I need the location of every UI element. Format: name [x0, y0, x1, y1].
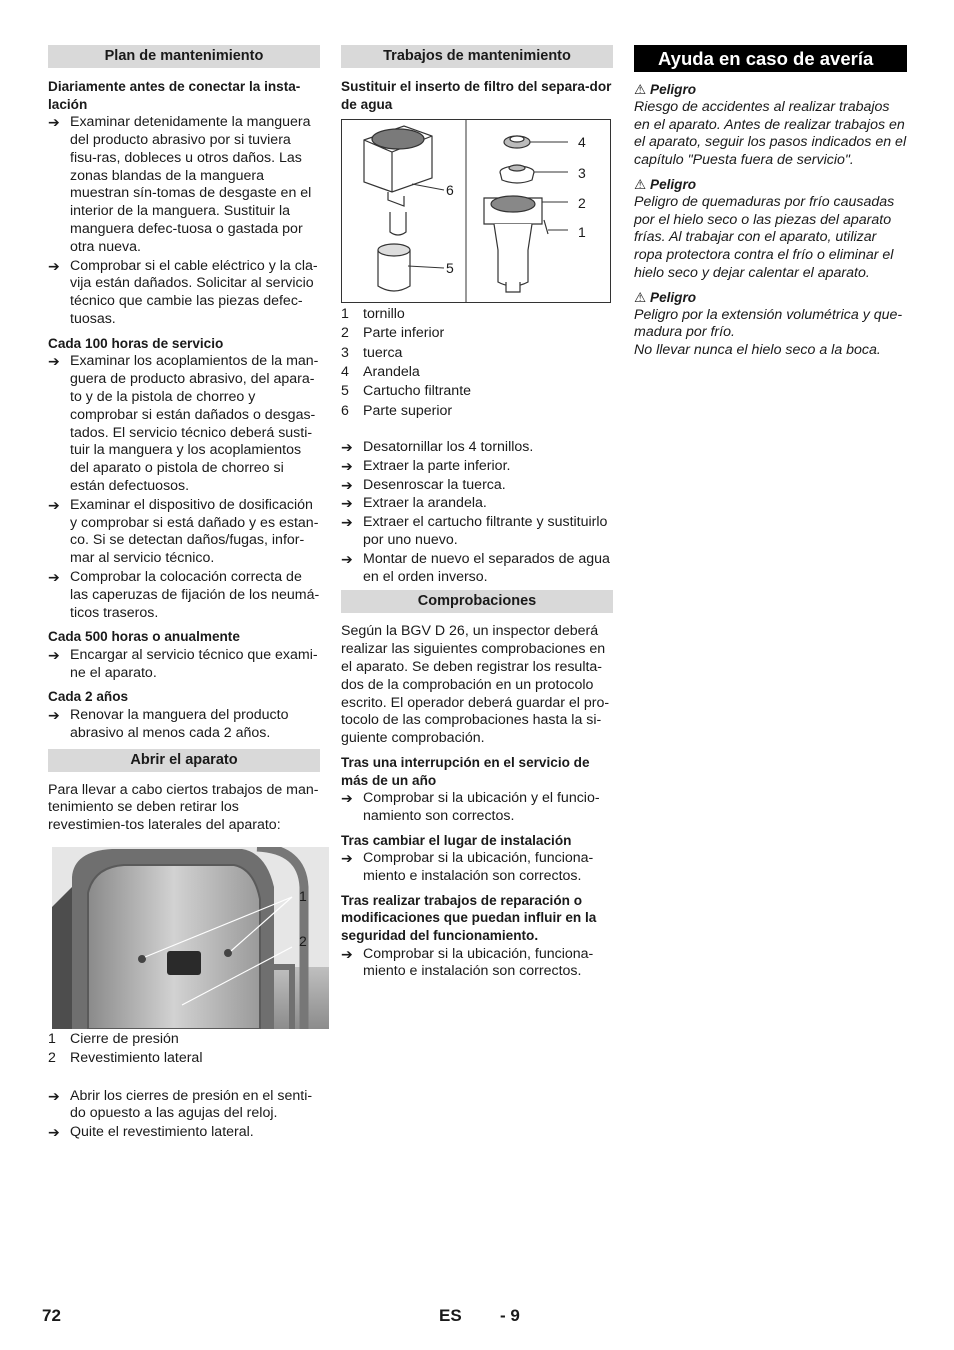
- arrow-right-icon: ➔: [341, 850, 353, 867]
- arrow-right-icon: ➔: [48, 114, 60, 131]
- list-item: ➔ Encargar al servicio técnico que exami-ne el aparato.: [48, 646, 318, 681]
- list-item: ➔ Comprobar si la ubicación y el funcio-namiento son correctos.: [341, 790, 600, 824]
- warning-triangle-icon: ⚠: [634, 176, 647, 192]
- list-item: ➔ Renovar la manguera del producto abrasivo al menos cada 2 años.: [48, 707, 289, 741]
- arrow-right-icon: ➔: [48, 257, 60, 274]
- section-title-plan: Plan de mantenimiento: [48, 45, 320, 68]
- callout-1: 1: [578, 224, 586, 241]
- warning-block: [634, 81, 907, 170]
- legend-item: 2 Parte inferior: [341, 325, 445, 342]
- list-item: ➔ Comprobar si la ubicación, funciona-miento e instalación son correctos.: [341, 850, 594, 885]
- callout-2: 2: [299, 933, 307, 950]
- section-title-troubleshooting: Ayuda en caso de avería: [634, 45, 907, 72]
- callout-5: 5: [446, 260, 454, 277]
- legend-item: 6 Parte superior: [341, 402, 453, 419]
- filter-diagram: [341, 119, 611, 303]
- warning-title: ⚠ Peligro: [634, 82, 697, 97]
- list-item: ➔ Examinar detenidamente la manguera del producto abrasivo por si tuviera fisu-ras, dobleces u otros daños. Las zonas blandas de la manguera muestran sín-tomas de desgaste en el interior de la manguera. Sustituir la manguera defec-tuosa o gastada por otra nueva.: [48, 114, 312, 255]
- checks-intro: Según la BGV D 26, un inspector deberá realizar las siguientes comprobaciones en el aparato. Se deben registrar los resulta-dos de la comprobación en un protocolo escrito. El operador deberá guardar el pro-tocolo de las comprobaciones hasta la si-guiente comprobación.: [341, 623, 610, 747]
- list-item: ➔ Quite el revestimiento lateral.: [48, 1124, 254, 1141]
- list-item: ➔ Examinar el dispositivo de dosificación y comprobar si está dañado y es estan-co. Si se detectan daños/fugas, infor-mar al servicio técnico.: [48, 496, 319, 567]
- callout-3: 3: [578, 165, 586, 182]
- list-item: ➔ Extraer el cartucho filtrante y sustituirlo por uno nuevo.: [341, 514, 608, 548]
- device-side-photo: [52, 847, 329, 1029]
- relocate-list: [341, 850, 613, 886]
- open-steps-list: [48, 1088, 320, 1142]
- section-page-number: - 9: [500, 1306, 520, 1325]
- subheading-2y: Cada 2 años: [48, 689, 129, 705]
- callout-6: 6: [446, 182, 454, 199]
- filter-exploded-drawing: [342, 120, 610, 302]
- warning-block: [634, 289, 907, 360]
- legend-item: 1 Cierre de presión: [48, 1031, 179, 1048]
- subheading-repair: Tras realizar trabajos de reparación o modificaciones que puedan influir en la seguridad del funcionamiento.: [341, 892, 597, 944]
- legend-item: 5 Cartucho filtrante: [341, 383, 472, 400]
- legend-item: 2 Revestimiento lateral: [48, 1050, 203, 1067]
- column-middle: [341, 45, 613, 983]
- list-item: ➔ Comprobar la colocación correcta de las caperuzas de fijación de los neumá-ticos traseros.: [48, 568, 320, 621]
- arrow-right-icon: ➔: [341, 495, 353, 512]
- list-item: ➔ Comprobar si la ubicación, funciona-miento e instalación son correctos.: [341, 945, 594, 980]
- arrow-right-icon: ➔: [48, 568, 60, 585]
- language-code: ES: [439, 1306, 462, 1325]
- list-item: ➔ Examinar los acoplamientos de la man-guera de producto abrasivo, del apara-to y de la pistola de chorreo y comprobar si están dañados o desgas-tados. El servicio técnico deberá susti-tuir la manguera y los acoplamientos del aparato o pistola de chorreo si están defectuosos.: [48, 353, 319, 494]
- warning-text: Riesgo de accidentes al realizar trabajos en el aparato. Antes de realizar trabajos en el aparato, seguir los pasos indicados en el capítulo "Puesta fuera de servicio".: [634, 98, 907, 169]
- section-title-open: Abrir el aparato: [48, 749, 320, 772]
- interrupt-list: [341, 790, 613, 826]
- column-right: [634, 45, 907, 360]
- arrow-right-icon: ➔: [48, 646, 60, 663]
- list-item: ➔ Abrir los cierres de presión en el senti-do opuesto a las agujas del reloj.: [48, 1087, 313, 1122]
- warning-text: Peligro de quemaduras por frío causadas por el hielo seco o las piezas del aparato frías. Al trabajar con el aparato, utilizar ropa protectora contra el frío o eliminar el hielo seco y dejar calentar el aparato.: [634, 193, 895, 281]
- arrow-right-icon: ➔: [341, 476, 353, 493]
- y2-list: [48, 707, 320, 743]
- filter-steps-list: [341, 439, 613, 586]
- page-number: 72: [42, 1306, 61, 1325]
- filter-legend: [341, 306, 613, 422]
- arrow-right-icon: ➔: [341, 438, 353, 455]
- warning-block: [634, 176, 907, 283]
- list-item: ➔ Desatornillar los 4 tornillos.: [341, 438, 534, 455]
- arrow-right-icon: ➔: [48, 496, 60, 513]
- section-title-work: Trabajos de mantenimiento: [341, 45, 613, 68]
- subheading-500h: Cada 500 horas o anualmente: [48, 629, 240, 645]
- arrow-right-icon: ➔: [341, 790, 353, 807]
- arrow-right-icon: ➔: [48, 353, 60, 370]
- legend-item: 4 Arandela: [341, 364, 420, 381]
- list-item: ➔ Comprobar si el cable eléctrico y la cla-vija están dañados. Solicitar al servicio técnico que cambie las piezas defec-tuosas.: [48, 257, 318, 327]
- arrow-right-icon: ➔: [48, 1087, 60, 1104]
- list-item: ➔ Extraer la parte inferior.: [341, 457, 511, 474]
- legend-item: 3 tuerca: [341, 344, 403, 361]
- subheading-interrupt: Tras una interrupción en el servicio de más de un año: [341, 754, 590, 788]
- list-item: ➔ Montar de nuevo el separados de agua en el orden inverso.: [341, 550, 610, 585]
- warning-title: ⚠ Peligro: [634, 289, 697, 305]
- device-photo-illustration: [52, 847, 329, 1029]
- column-left: [48, 45, 320, 1144]
- subheading-daily: Diariamente antes de conectar la insta-lación: [48, 79, 301, 112]
- section-title-checks: Comprobaciones: [341, 590, 613, 613]
- arrow-right-icon: ➔: [48, 707, 60, 724]
- h500-list: [48, 647, 320, 683]
- warning-triangle-icon: ⚠: [634, 82, 647, 97]
- warning-triangle-icon: ⚠: [634, 289, 647, 305]
- callout-4: 4: [578, 134, 586, 151]
- arrow-right-icon: ➔: [341, 457, 353, 474]
- open-intro: Para llevar a cabo ciertos trabajos de man-tenimiento se deben retirar los revestimien-tos laterales del aparato:: [48, 781, 319, 834]
- arrow-right-icon: ➔: [341, 550, 353, 567]
- subheading-100h: Cada 100 horas de servicio: [48, 335, 224, 351]
- repair-list: [341, 946, 613, 982]
- arrow-right-icon: ➔: [48, 1124, 60, 1141]
- warning-title: ⚠ Peligro: [634, 176, 697, 192]
- h100-list: [48, 353, 320, 622]
- list-item: ➔ Extraer la arandela.: [341, 495, 487, 512]
- subheading-filter: Sustituir el inserto de filtro del separa-dor de agua: [341, 79, 612, 112]
- callout-1: 1: [299, 888, 307, 905]
- list-item: ➔ Desenroscar la tuerca.: [341, 476, 506, 493]
- daily-list: [48, 114, 320, 329]
- photo-legend: [48, 1031, 320, 1070]
- warning-text: Peligro por la extensión volumétrica y que-madura por frío. No llevar nunca el hielo seco a la boca.: [634, 306, 903, 359]
- legend-item: 1 tornillo: [341, 306, 405, 323]
- subheading-relocate: Tras cambiar el lugar de instalación: [341, 832, 572, 848]
- arrow-right-icon: ➔: [341, 514, 353, 531]
- arrow-right-icon: ➔: [341, 945, 353, 962]
- callout-2: 2: [578, 195, 586, 212]
